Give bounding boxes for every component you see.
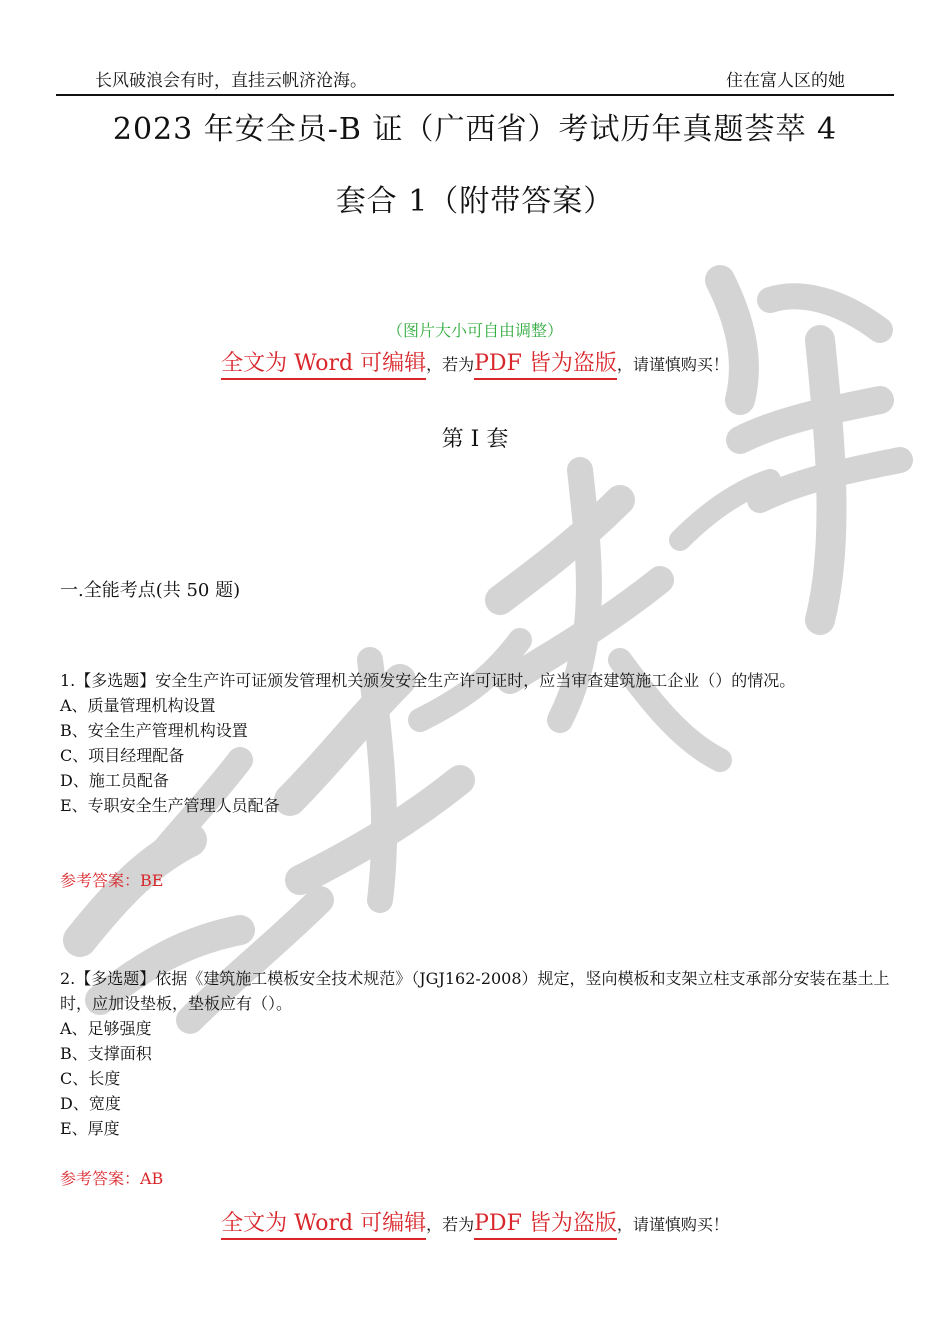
answer-1: 参考答案：BE [60, 871, 164, 890]
document-title-line-2: 套合 1（附带答案） [335, 184, 615, 219]
notice-separator-2: ，请谨慎购买！ [616, 1215, 729, 1234]
option-b: B、安全生产管理机构设置 [60, 721, 248, 740]
option-c: C、项目经理配备 [60, 746, 185, 765]
image-resize-note: （图片大小可自由调整） [386, 321, 563, 340]
option-d: D、宽度 [60, 1094, 121, 1113]
set-title: 第 I 套 [441, 427, 509, 452]
document-title-line-1: 2023 年安全员-B 证（广西省）考试历年真题荟萃 4 [112, 112, 838, 147]
section-heading: 一.全能考点(共 50 题) [60, 580, 241, 601]
notice-pirated-label: PDF 皆为盗版 [474, 351, 617, 380]
option-c: C、长度 [60, 1069, 121, 1088]
notice-separator-1: ，若为 [426, 355, 475, 374]
copyright-notice-top [0, 346, 950, 377]
header-author: 住在富人区的她 [726, 71, 845, 91]
question-stem: 2.【多选题】依据《建筑施工模板安全技术规范》（JGJ162-2008）规定，竖向模板和支架立柱支承部分安装在基土上时，应加设垫板，垫板应有（）。 [60, 969, 890, 1013]
question-stem: 1.【多选题】安全生产许可证颁发管理机关颁发安全生产许可证时，应当审查建筑施工企业（）的情况。 [60, 671, 796, 690]
question-1 [60, 668, 894, 818]
question-options [60, 693, 894, 818]
document-title [60, 94, 890, 238]
option-a: A、质量管理机构设置 [60, 696, 216, 715]
answer-2: 参考答案：AB [60, 1169, 164, 1188]
option-b: B、支撑面积 [60, 1044, 152, 1063]
option-e: E、厚度 [60, 1119, 120, 1138]
option-a: A、足够强度 [60, 1019, 152, 1038]
question-2 [60, 966, 894, 1141]
notice-separator-2: ，请谨慎购买！ [616, 355, 729, 374]
notice-editable-label: 全文为 Word 可编辑 [221, 351, 426, 380]
notice-pirated-label: PDF 皆为盗版 [474, 1211, 617, 1240]
copyright-notice-bottom [0, 1206, 950, 1237]
notice-separator-1: ，若为 [426, 1215, 475, 1234]
header-motto: 长风破浪会有时，直挂云帆济沧海。 [95, 71, 367, 91]
option-d: D、施工员配备 [60, 771, 169, 790]
question-options [60, 1016, 894, 1141]
notice-editable-label: 全文为 Word 可编辑 [221, 1211, 426, 1240]
option-e: E、专职安全生产管理人员配备 [60, 796, 280, 815]
